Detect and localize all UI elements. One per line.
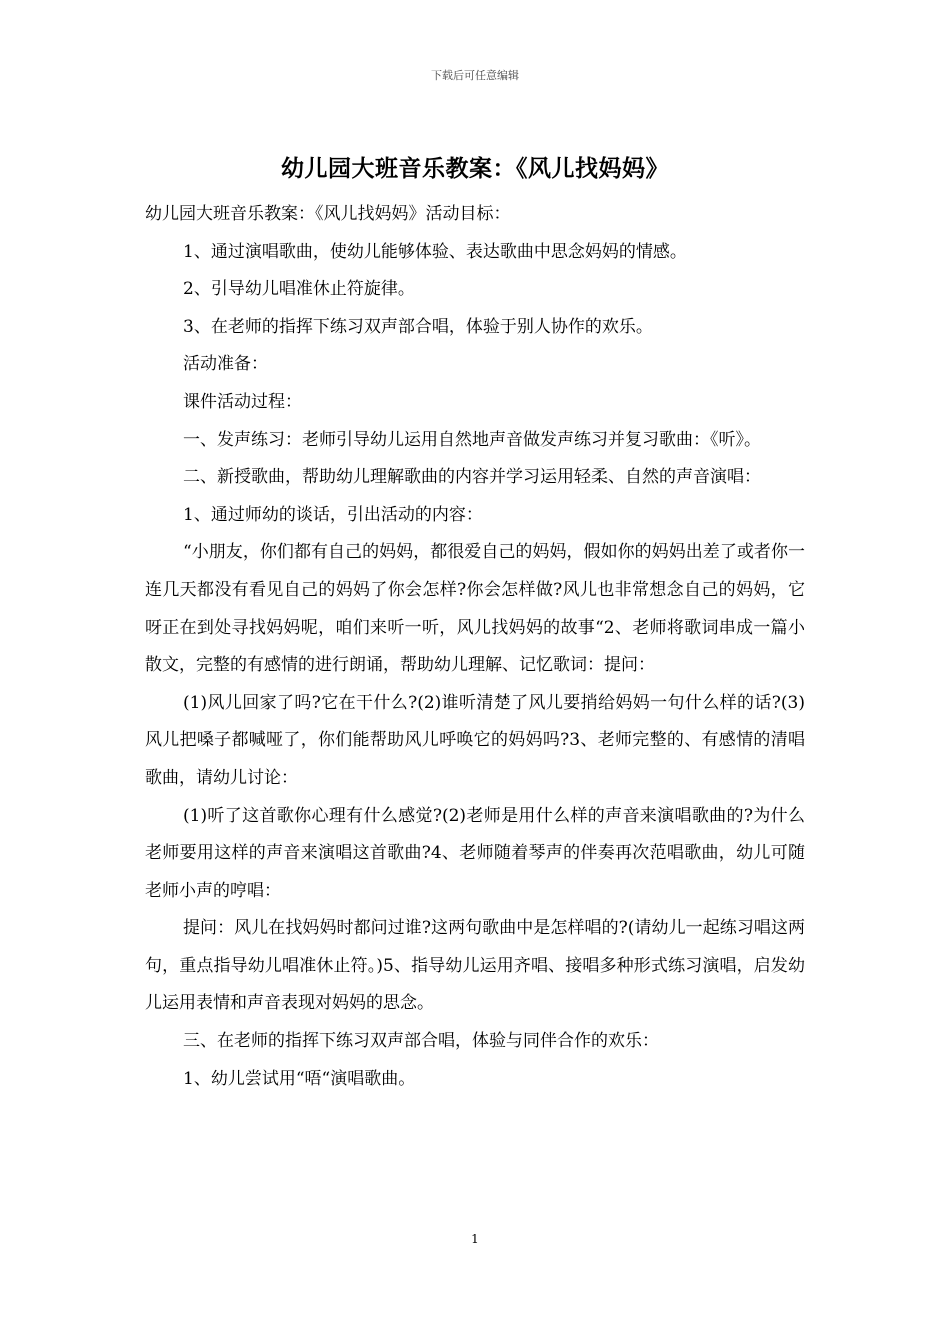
page-number: 1 [471, 1232, 479, 1246]
paragraph-step-3: 三、在老师的指挥下练习双声部合唱，体验与同伴合作的欢乐： [183, 1031, 659, 1052]
paragraph-step-3-1: 1、幼儿尝试用“唔“演唱歌曲。 [183, 1068, 416, 1089]
paragraph-questions-2: (1)听了这首歌你心理有什么感觉?(2)老师是用什么样的声音来演唱歌曲的?为什么老师要用这样的声音来演唱这首歌曲?4、老师随着琴声的伴奏再次范唱歌曲，幼儿可随老师小声的哼唱： [145, 805, 805, 901]
paragraph-step-1: 一、发声练习：老师引导幼儿运用自然地声音做发声练习并复习歌曲：《听》。 [183, 429, 761, 450]
paragraph-goal-3: 3、在老师的指挥下练习双声部合唱，体验于别人协作的欢乐。 [183, 316, 653, 337]
document-title: 幼儿园大班音乐教案：《风儿找妈妈》 [281, 155, 669, 182]
paragraph-goals-heading: 幼儿园大班音乐教案：《风儿找妈妈》活动目标： [145, 204, 511, 224]
paragraph-questions-3: 提问：风儿在找妈妈时都问过谁?这两句歌曲中是怎样唱的?(请幼儿一起练习唱这两句，重点指导幼儿唱准休止符。)5、指导幼儿运用齐唱、接唱多种形式练习演唱，启发幼儿运用表情和声音表现对妈妈的思念。 [145, 918, 805, 1014]
paragraph-process: 课件活动过程： [183, 391, 302, 412]
paragraph-questions-1: (1)风儿回家了吗?它在干什么?(2)谁听清楚了风儿要捎给妈妈一句什么样的话?(3)风儿把嗓子都喊哑了，你们能帮助风儿呼唤它的妈妈吗?3、老师完整的、有感情的清唱歌曲，请幼儿讨论： [145, 692, 805, 788]
paragraph-preparation: 活动准备： [183, 354, 268, 375]
page-header: 下载后可任意编辑 [431, 69, 519, 82]
paragraph-goal-1: 1、通过演唱歌曲，使幼儿能够体验、表达歌曲中思念妈妈的情感。 [183, 241, 687, 262]
paragraph-step-2: 二、新授歌曲，帮助幼儿理解歌曲的内容并学习运用轻柔、自然的声音演唱： [183, 467, 761, 488]
paragraph-step-2-1: 1、通过师幼的谈话，引出活动的内容： [183, 504, 483, 525]
paragraph-dialogue: “小朋友，你们都有自己的妈妈，都很爱自己的妈妈，假如你的妈妈出差了或者你一连几天都没有看见自己的妈妈了你会怎样?你会怎样做?风儿也非常想念自己的妈妈，它呀正在到处寻找妈妈呢，咱们来听一听，风儿找妈妈的故事“2、老师将歌词串成一篇小散文，完整的有感情的进行朗诵，帮助幼儿理解、记忆歌词：提问： [145, 542, 805, 676]
paragraph-goal-2: 2、引导幼儿唱准休止符旋律。 [183, 279, 415, 300]
document-body [145, 196, 805, 1098]
